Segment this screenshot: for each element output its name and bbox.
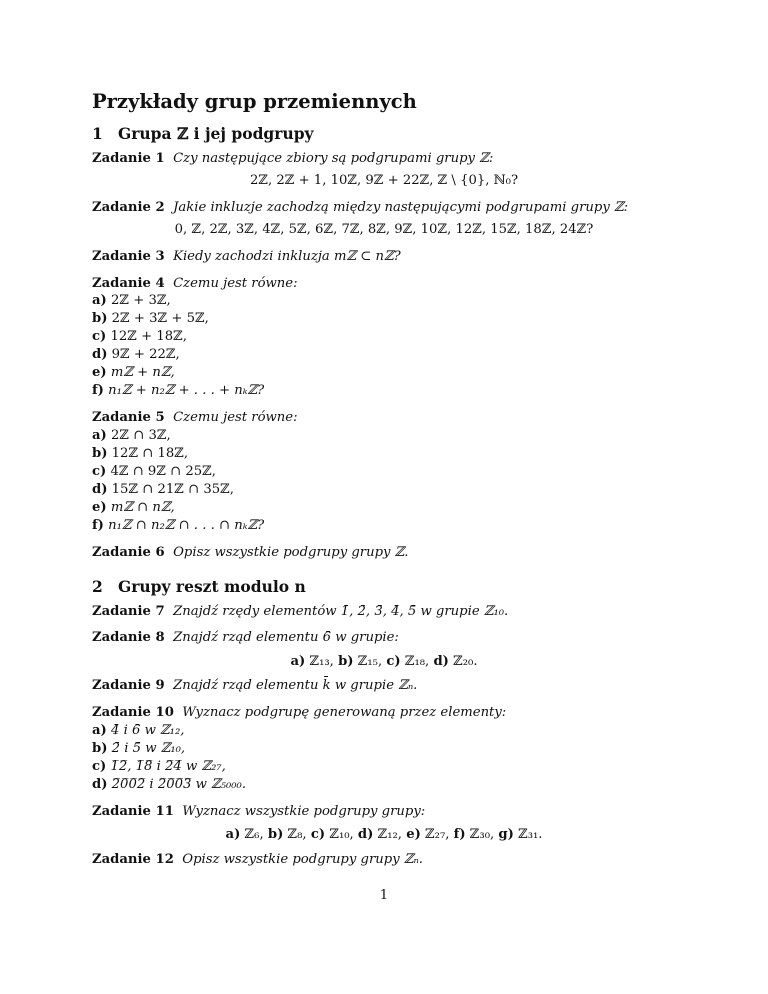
task-11	[92, 803, 425, 821]
task-6	[92, 544, 409, 562]
list-item: a) 2ℤ + 3ℤ,	[92, 293, 171, 308]
task-text: Czemu jest równe:	[173, 276, 298, 291]
list-item: b) 2ℤ + 3ℤ + 5ℤ,	[92, 311, 209, 326]
list-item: a) 4̄ i 6̄ w ℤ₁₂,	[92, 723, 185, 738]
task-label: Zadanie 6	[92, 545, 165, 560]
page-number: 1	[379, 888, 389, 903]
task-label: Zadanie 5	[92, 410, 165, 425]
list-item: e) mℤ + nℤ,	[92, 365, 175, 380]
task-3	[92, 248, 401, 266]
task-1-formula: 2ℤ, 2ℤ + 1, 10ℤ, 9ℤ + 22ℤ, ℤ \ {0}, ℕ₀?	[249, 173, 519, 188]
task-text: Kiedy zachodzi inkluzja mℤ ⊂ nℤ?	[173, 249, 401, 264]
list-item: d) 15ℤ ∩ 21ℤ ∩ 35ℤ,	[92, 482, 234, 497]
task-label: Zadanie 8	[92, 630, 165, 645]
task-label: Zadanie 1	[92, 151, 165, 166]
list-item: c) 4ℤ ∩ 9ℤ ∩ 25ℤ,	[92, 464, 216, 479]
task-5	[92, 409, 298, 427]
list-item: e) mℤ ∩ nℤ,	[92, 500, 175, 515]
task-label: Zadanie 11	[92, 804, 174, 819]
page-title: Przykłady grup przemiennych	[92, 90, 417, 113]
task-label: Zadanie 7	[92, 604, 165, 619]
list-item: f) n₁ℤ + n₂ℤ + . . . + nₖℤ?	[92, 383, 265, 398]
task-1	[92, 150, 493, 168]
task-text: Znajdź rzędy elementów 1̄, 2̄, 3̄, 4̄, 5̄ w grupie ℤ₁₀.	[173, 604, 509, 619]
section-1-heading	[92, 123, 314, 145]
task-text: Jakie inkluzje zachodzą między następującymi podgrupami grupy ℤ:	[173, 200, 629, 215]
task-9	[92, 677, 417, 695]
task-2	[92, 199, 628, 217]
section-number: 2	[92, 577, 103, 596]
task-text: Czemu jest równe:	[173, 410, 298, 425]
task-text: Czy następujące zbiory są podgrupami grupy ℤ:	[173, 151, 494, 166]
task-8-parts: a) ℤ₁₃, b) ℤ₁₅, c) ℤ₁₈, d) ℤ₂₀.	[290, 654, 478, 669]
task-label: Zadanie 10	[92, 705, 174, 720]
task-label: Zadanie 3	[92, 249, 165, 264]
section-title: Grupy reszt modulo n	[118, 577, 306, 596]
task-label: Zadanie 2	[92, 200, 165, 215]
section-number: 1	[92, 124, 103, 143]
task-text: Wyznacz podgrupę generowaną przez elementy:	[182, 705, 507, 720]
task-label: Zadanie 4	[92, 276, 165, 291]
task-label: Zadanie 9	[92, 678, 165, 693]
task-4	[92, 275, 298, 293]
list-item: d) 9ℤ + 22ℤ,	[92, 347, 180, 362]
list-item: f) n₁ℤ ∩ n₂ℤ ∩ . . . ∩ nₖℤ?	[92, 518, 265, 533]
task-text: Znajdź rząd elementu k̄ w grupie ℤₙ.	[173, 678, 418, 693]
list-item: c) 1̅2̅, 1̅8̅ i 2̅4̅ w ℤ₂₇,	[92, 759, 226, 774]
task-text: Opisz wszystkie podgrupy grupy ℤₙ.	[182, 852, 424, 867]
task-12	[92, 851, 423, 869]
task-11-parts: a) ℤ₆, b) ℤ₈, c) ℤ₁₀, d) ℤ₁₂, e) ℤ₂₇, f) ℤ₃₀, g) ℤ₃₁.	[225, 827, 543, 842]
task-label: Zadanie 12	[92, 852, 174, 867]
list-item: d) 2̅0̅0̅2̅ i 2̅0̅0̅3̅ w ℤ₅₀₀₀.	[92, 777, 247, 792]
list-item: a) 2ℤ ∩ 3ℤ,	[92, 428, 171, 443]
task-text: Znajdź rząd elementu 6̄ w grupie:	[173, 630, 399, 645]
task-10	[92, 704, 506, 722]
list-item: b) 2̄ i 5̄ w ℤ₁₀,	[92, 741, 186, 756]
list-item: c) 12ℤ + 18ℤ,	[92, 329, 187, 344]
task-text: Wyznacz wszystkie podgrupy grupy:	[182, 804, 426, 819]
task-7	[92, 603, 508, 621]
task-text: Opisz wszystkie podgrupy grupy ℤ.	[173, 545, 409, 560]
section-2-heading	[92, 576, 306, 598]
task-8	[92, 629, 399, 647]
list-item: b) 12ℤ ∩ 18ℤ,	[92, 446, 189, 461]
task-2-formula: 0, ℤ, 2ℤ, 3ℤ, 4ℤ, 5ℤ, 6ℤ, 7ℤ, 8ℤ, 9ℤ, 10ℤ, 12ℤ, 15ℤ, 18ℤ, 24ℤ?	[174, 222, 594, 237]
section-title: Grupa ℤ i jej podgrupy	[118, 124, 314, 143]
